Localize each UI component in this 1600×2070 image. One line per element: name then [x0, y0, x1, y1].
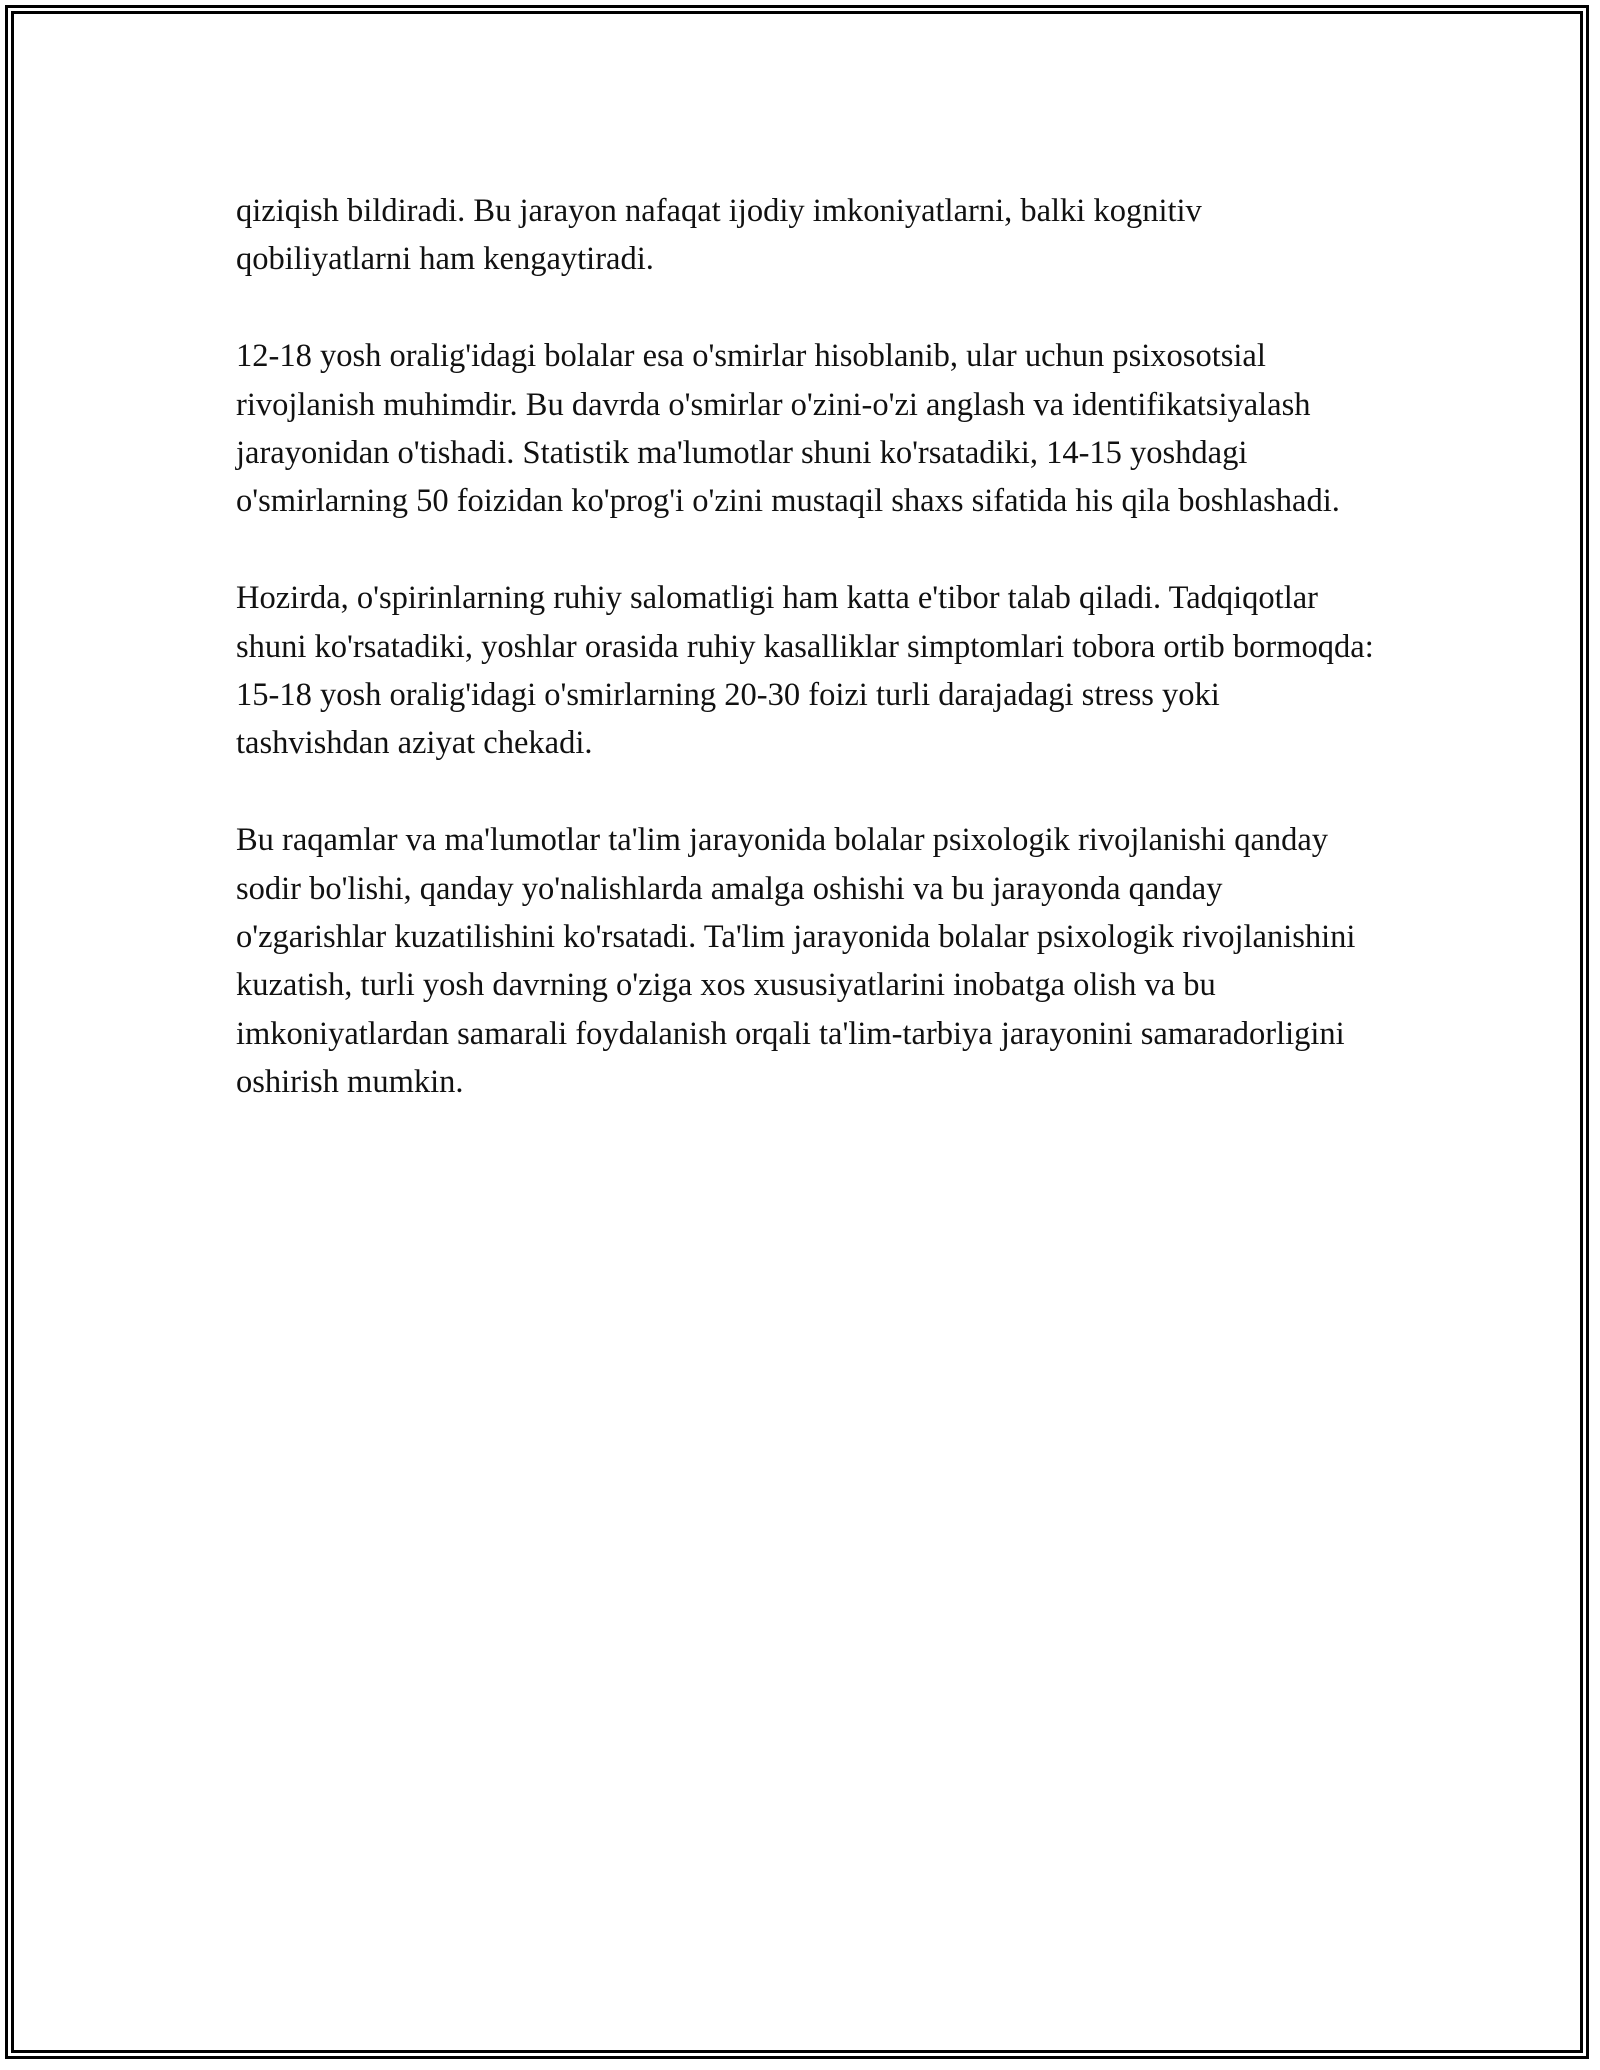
paragraph-2: 12-18 yosh oralig'idagi bolalar esa o'smirlar hisoblanib, ular uchun psixosotsial rivojlanish muhimdir. Bu davrda o'smirlar o'zini-o'zi anglash va identifikatsiyalash jarayonidan o'tishadi. Statistik ma'lumotlar shuni ko'rsatadiki, 14-15 yoshdagi o'smirlarning 50 foizidan ko'prog'i o'zini mustaqil shaxs sifatida his qila boshlashadi. — [236, 338, 1340, 520]
document-body — [236, 187, 1376, 1155]
paragraph-3: Hozirda, o'spirinlarning ruhiy salomatligi ham katta e'tibor talab qiladi. Tadqiqotlar shuni ko'rsatadiki, yoshlar orasida ruhiy kasalliklar simptomlari tobora ortib bormoqda: 15-18 yosh oralig'idagi o'smirlarning 20-30 foizi turli darajadagi stress yoki tashvishdan aziyat chekadi. — [236, 580, 1374, 762]
paragraph-4: Bu raqamlar va ma'lumotlar ta'lim jarayonida bolalar psixologik rivojlanishi qanday sodir bo'lishi, qanday yo'nalishlarda amalga oshishi va bu jarayonda qanday o'zgarishlar kuzatilishini ko'rsatadi. Ta'lim jarayonida bolalar psixologik rivojlanishini kuzatish, turli yosh davrning o'ziga xos xususiyatlarini inobatga olish va bu imkoniyatlardan samarali foydalanish orqali ta'lim-tarbiya jarayonini samaradorligini oshirish mumkin. — [236, 822, 1356, 1101]
paragraph-1: qiziqish bildiradi. Bu jarayon nafaqat ijodiy imkoniyatlarni, balki kognitiv qobiliyatlarni ham kengaytiradi. — [236, 193, 1202, 278]
